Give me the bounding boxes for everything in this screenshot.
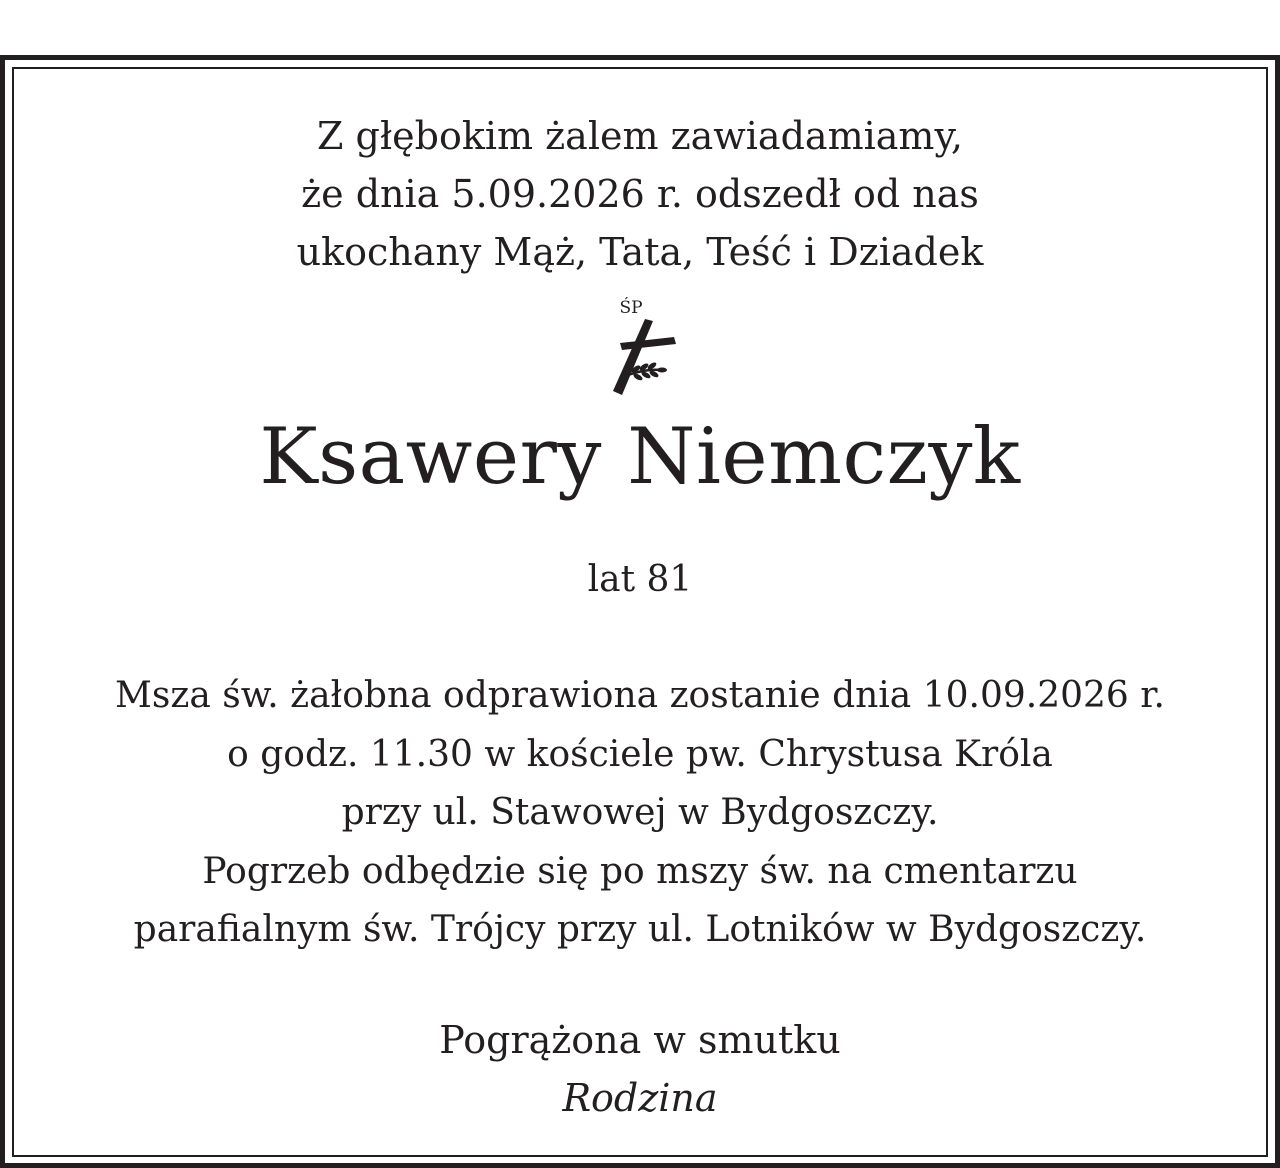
intro-text — [12, 107, 1268, 281]
deceased-age: lat 81 — [587, 559, 693, 600]
emblem-label: ŚP — [619, 298, 643, 318]
details-line: Msza św. żałobna odprawiona zostanie dnia 10.09.2026 r. — [115, 675, 1165, 716]
funeral-details — [12, 667, 1268, 960]
cross-with-palm-icon — [600, 295, 680, 399]
closing — [12, 1011, 1268, 1127]
deceased-name: Ksawery Niemczyk — [259, 412, 1021, 502]
details-line: Pogrzeb odbędzie się po mszy św. na cmentarzu — [202, 850, 1078, 892]
intro-line: ukochany Mąż, Tata, Teść i Dziadek — [296, 230, 984, 274]
details-line: parafialnym św. Trójcy przy ul. Lotników w Bydgoszczy. — [133, 909, 1147, 950]
closing-line: Pogrążona w smutku — [439, 1018, 841, 1062]
intro-line: że dnia 5.09.2026 r. odszedł od nas — [301, 172, 979, 216]
details-line: o godz. 11.30 w kościele pw. Chrystusa Króla — [227, 733, 1053, 775]
details-line: przy ul. Stawowej w Bydgoszczy. — [341, 792, 939, 833]
intro-line: Z głębokim żalem zawiadamiamy, — [317, 114, 963, 158]
signature: Rodzina — [562, 1076, 718, 1120]
